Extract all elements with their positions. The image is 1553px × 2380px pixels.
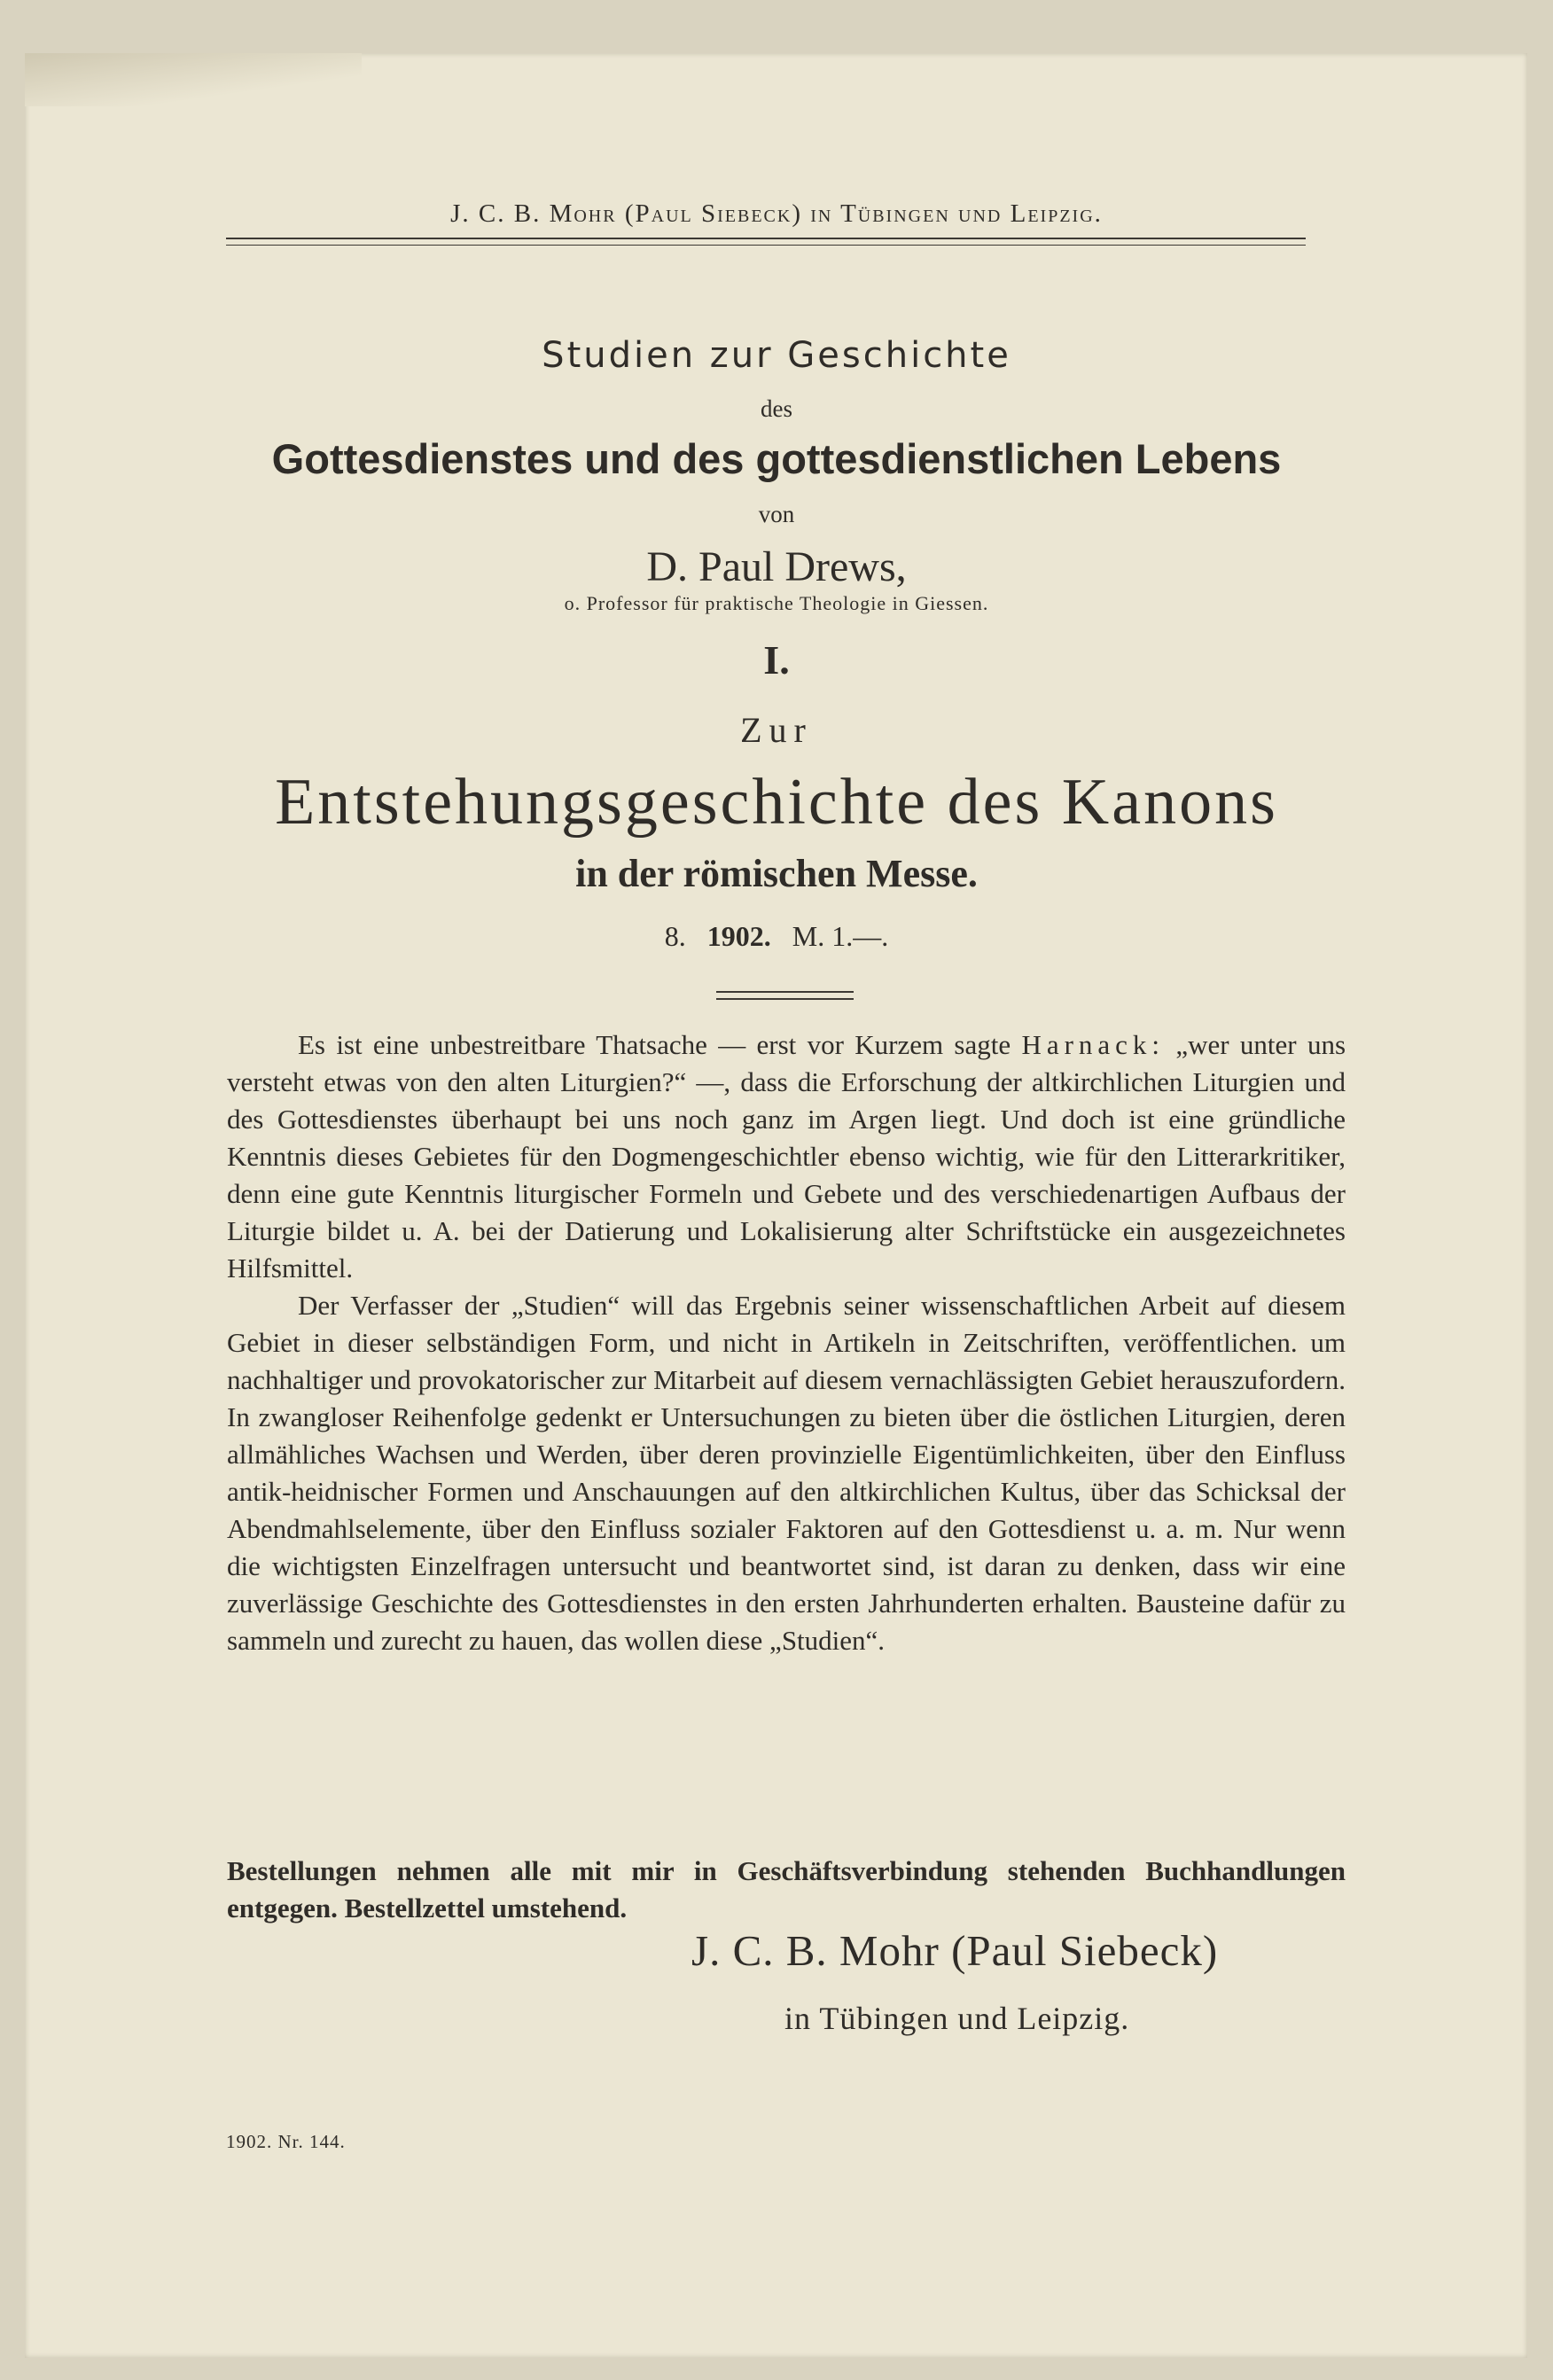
folded-corner — [25, 53, 362, 106]
series-title: Studien zur Geschichte — [542, 335, 1011, 376]
series-von: von — [758, 501, 795, 527]
footer-number: 1902. Nr. 144. — [226, 2131, 346, 2152]
volume-number: I. — [763, 637, 790, 683]
header-rule — [226, 238, 1306, 246]
series-des: des — [761, 395, 792, 422]
paragraph-2: Der Verfasser der „Studien“ will das Ergebnis seiner wissenschaftlichen Arbeit auf diesem Gebiet in dieser selbständigen Form, und nicht in Artikeln in Zeitschriften, veröffentlichen. um nachhaltiger und provokatorischer zur Mitarbeit auf diesem vernachlässigten Gebiet herauszufordern. In zwangloser Reihenfolge gedenkt er Untersuchungen zu bieten über die östlichen Liturgien, deren allmähliches Wachsen und Werden, über deren provinzielle Eigentümlichkeiten, über den Einfluss antik-heidnischer Formen und Anschauungen auf den altkirchlichen Kultus, über das Schicksal der Abendmahlselemente, über den Einfluss sozialer Faktoren auf den Gottesdienst u. a. m. Nur wenn die wichtigsten Einzelfragen untersucht und beantwortet sind, ist daran zu denken, dass wir eine zuverlässige Geschichte des Gottesdienstes in den ersten Jahrhunderten erhalten. Bausteine dafür zu sammeln und zurecht zu hauen, das wollen diese „Studien“. — [227, 1290, 1346, 1656]
price-format: 8. — [664, 920, 686, 952]
author-role: o. Professor für praktische Theologie in Giessen. — [564, 592, 989, 614]
author-name: D. Paul Drews, — [646, 543, 907, 590]
cited-name: Harnack: — [1021, 1029, 1166, 1060]
title-zur: Zur — [740, 710, 813, 750]
price-year: 1902. — [706, 920, 771, 952]
price-amount: M. 1.—. — [792, 920, 889, 952]
book-title: Entstehungsgeschichte des Kanons — [275, 766, 1278, 839]
signature-name: J. C. B. Mohr (Paul Siebeck) — [691, 1926, 1219, 1975]
price-line — [0, 920, 1553, 953]
body-text — [227, 1026, 1346, 1659]
section-rule — [716, 991, 854, 1000]
paragraph-1 — [227, 1026, 1346, 1287]
book-subtitle: in der römischen Messe. — [575, 852, 978, 895]
order-note-text: Bestellungen nehmen alle mit mir in Geschäftsverbindung stehenden Buchhandlungen entgegen. Bestellzettel umstehend. — [227, 1855, 1346, 1924]
paragraph-1-intro: Es ist eine unbestreitbare Thatsache — erst vor Kurzem sagte — [298, 1029, 1011, 1060]
order-note — [227, 1853, 1346, 1927]
signature-place: in Tübingen und Leipzig. — [784, 2001, 1130, 2036]
series-subject: Gottesdienstes und des gottesdienstlichen Lebens — [271, 435, 1282, 482]
paragraph-1-rest: „wer unter uns versteht etwas von den alten Liturgien?“ —, dass die Erforschung der altkirchlichen Liturgien und des Gottesdienstes überhaupt bei uns noch ganz im Argen liegt. Und doch ist eine gründliche Kenntnis dieses Gebietes für den Dogmengeschichtler ebenso wichtig, wie für den Litterarkritiker, denn eine gute Kenntnis liturgischer Formeln und Gebete und des verschiedenartigen Aufbaus der Liturgie bildet u. A. bei der Datierung und Lokalisierung alter Schriftstücke ein ausgezeichnetes Hilfsmittel. — [227, 1029, 1346, 1284]
publisher-header: J. C. B. Mohr (Paul Siebeck) in Tübingen und Leipzig. — [450, 199, 1103, 228]
